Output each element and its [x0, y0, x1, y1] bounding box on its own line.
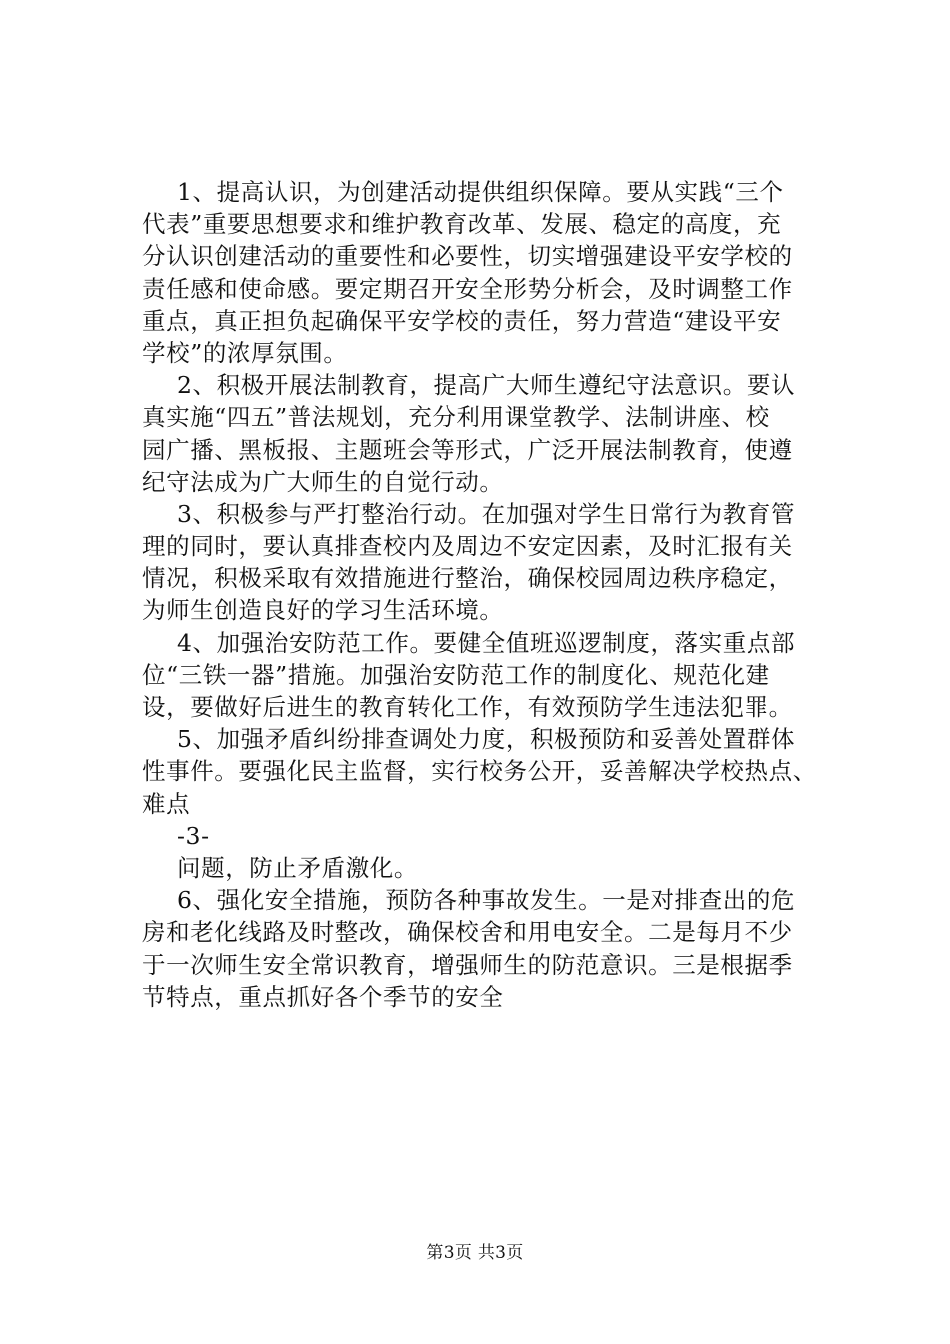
text-line: 5、加强矛盾纠纷排查调处力度，积极预防和妥善处置群体 [177, 725, 796, 754]
text-line: 重点，真正担负起确保平安学校的责任，努力营造“建设平安 [142, 306, 782, 335]
text-line: 房和老化线路及时整改，确保校舍和用电安全。二是每月不少 [142, 918, 793, 947]
text-line: 理的同时，要认真排查校内及周边不安定因素，及时汇报有关 [142, 532, 793, 561]
text-line: 3、积极参与严打整治行动。在加强对学生日常行为教育管 [177, 499, 796, 528]
text-line: 园广播、黑板报、主题班会等形式，广泛开展法制教育，使遵 [142, 435, 793, 464]
document-body [142, 176, 832, 1013]
text-line: 2、积极开展法制教育，提高广大师生遵纪守法意识。要认 [177, 371, 796, 400]
text-line: 情况，积极采取有效措施进行整治，确保校园周边秩序稳定， [142, 564, 793, 593]
text-line: 责任感和使命感。要定期召开安全形势分析会，及时调整工作 [142, 274, 793, 303]
text-line: 节特点，重点抓好各个季节的安全 [142, 982, 504, 1011]
text-line: 学校”的浓厚氛围。 [142, 338, 348, 367]
text-line: 真实施“四五”普法规划，充分利用课堂教学、法制讲座、校 [142, 403, 770, 432]
text-line: 1、提高认识，为创建活动提供组织保障。要从实践“三个 [177, 178, 784, 206]
text-line: 为师生创造良好的学习生活环境。 [142, 596, 504, 625]
text-line: 设，要做好后进生的教育转化工作，有效预防学生违法犯罪。 [142, 693, 793, 721]
text-line: 位“三铁一器”措施。加强治安防范工作的制度化、规范化建 [142, 660, 770, 689]
text-line: 分认识创建活动的重要性和必要性，切实增强建设平安学校的 [142, 242, 793, 271]
text-line: 难点 [142, 789, 191, 818]
text-line: 性事件。要强化民主监督，实行校务公开，妥善解决学校热点、 [142, 757, 817, 786]
page-count-label: 第3页 共3页 [426, 1243, 524, 1263]
text-line: 纪守法成为广大师生的自觉行动。 [142, 467, 504, 496]
text-line: 4、加强治安防范工作。要健全值班巡逻制度，落实重点部 [177, 628, 796, 657]
page-number-marker: -3- [177, 821, 210, 850]
text-line: 问题，防止矛盾激化。 [177, 853, 418, 882]
text-line: 代表”重要思想要求和维护教育改革、发展、稳定的高度，充 [142, 210, 782, 239]
text-line: 于一次师生安全常识教育，增强师生的防范意识。三是根据季 [142, 950, 793, 979]
text-line: 6、强化安全措施，预防各种事故发生。一是对排查出的危 [177, 886, 796, 915]
page-footer [0, 1242, 950, 1264]
